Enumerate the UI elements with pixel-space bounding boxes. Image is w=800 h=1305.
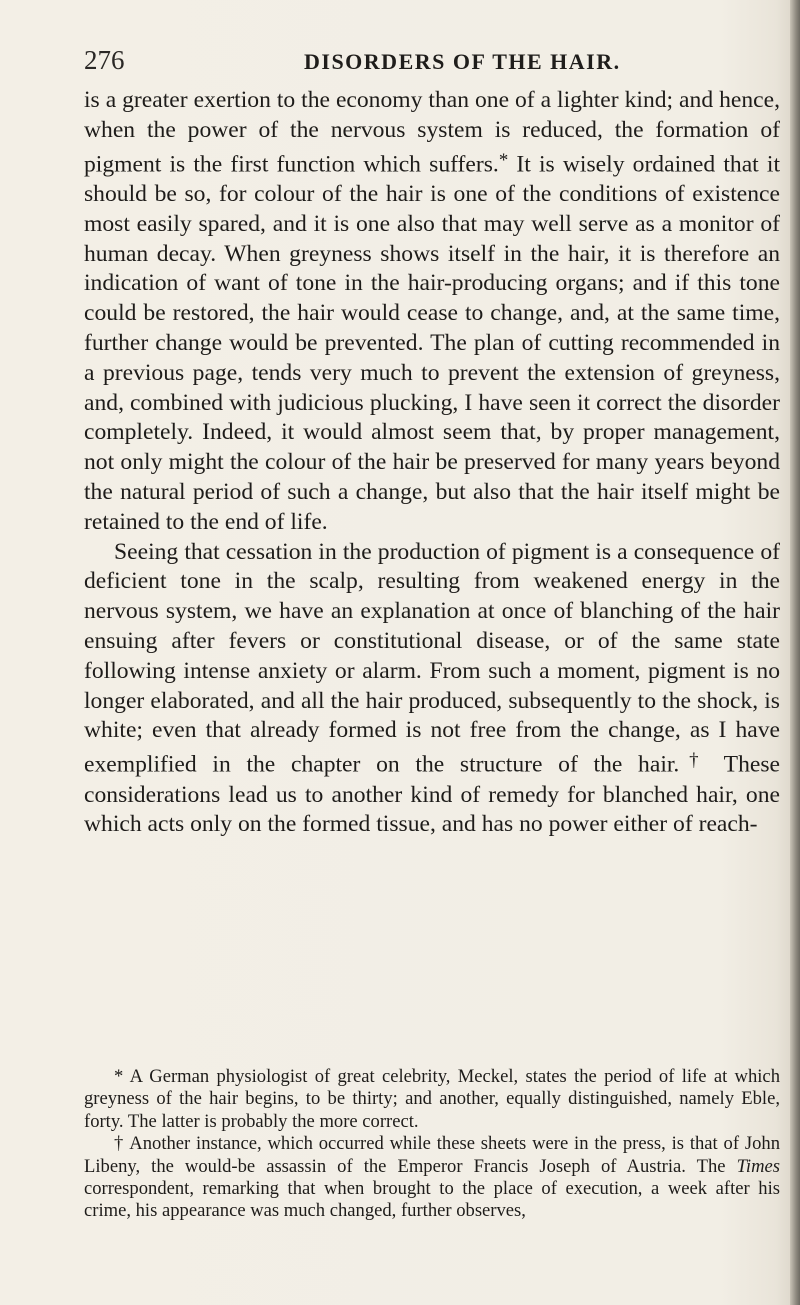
- paragraph-1-text-a: is a greater exertion to the economy than one of a lighter kind; and hence, when the power of the nervous system is reduced, the formation of pigment is the first function which suffers.: [84, 87, 780, 178]
- paragraph-1: [84, 86, 780, 538]
- footnote-1-text: A German physiologist of great celebrity, Meckel, states the period of life at which greyness of the hair begins, to be thirty; and another, equally distinguished, namely Eble, forty. The latter is probably the more correct.: [84, 1066, 780, 1132]
- footnote-2-text-a: Another instance, which occurred while these sheets were in the press, is that of John Libeny, the would-be assassin of the Emperor Francis Joseph of Austria. The: [84, 1133, 780, 1177]
- footnote-1: [84, 1066, 780, 1133]
- footnotes: [84, 1066, 780, 1223]
- paragraph-2-text-b: These considerations lead us to another kind of remedy for blanched hair, one which acts only on the formed tissue, and has no power either of reach-: [84, 751, 780, 838]
- paragraph-2: [84, 538, 780, 841]
- footnote-reference-asterisk: *: [498, 149, 509, 171]
- footnote-2-italic-title: Times: [736, 1155, 780, 1177]
- body-text: [84, 86, 780, 840]
- running-head: DISORDERS OF THE HAIR.: [304, 49, 621, 74]
- page-number: 276: [84, 45, 125, 75]
- footnote-reference-dagger: †: [679, 750, 709, 772]
- page-edge-shadow: [790, 0, 800, 1305]
- page-header: [84, 45, 780, 81]
- footnote-2-mark: †: [114, 1133, 125, 1155]
- footnote-2: [84, 1133, 780, 1223]
- paragraph-1-text-b: It is wisely ordained that it should be so, for colour of the hair is one of the conditions of existence most easily spared, and it is one also that may well serve as a monitor of human decay. When greyness shows itself in the hair, it is therefore an indication of want of tone in the hair-producing organs; and if this tone could be restored, the hair would cease to change, and, at the same time, further change would be prevented. The plan of cutting recommended in a previous page, tends very much to prevent the extension of greyness, and, combined with judicious plucking, I have seen it correct the disorder completely. Indeed, it would almost seem that, by proper management, not only might the colour of the hair be preserved for many years beyond the natural period of such a change, but also that the hair itself might be retained to the end of life.: [84, 151, 781, 535]
- footnote-2-text-b: correspondent, remarking that when brought to the place of execution, a week after his crime, his appearance was much changed, further observes,: [84, 1178, 780, 1222]
- footnote-1-mark: *: [114, 1066, 124, 1087]
- paragraph-2-text-a: Seeing that cessation in the production of pigment is a consequence of deficient tone in the scalp, resulting from weakened energy in the nervous system, we have an explanation at once of blanching of the hair ensuing after fevers or constitutional disease, or of the same state following intense anxiety or alarm. From such a moment, pigment is no longer elaborated, and all the hair produced, subsequently to the shock, is white; even that already formed is not free from the change, as I have exemplified in the chapter on the structure of the hair.: [84, 538, 780, 778]
